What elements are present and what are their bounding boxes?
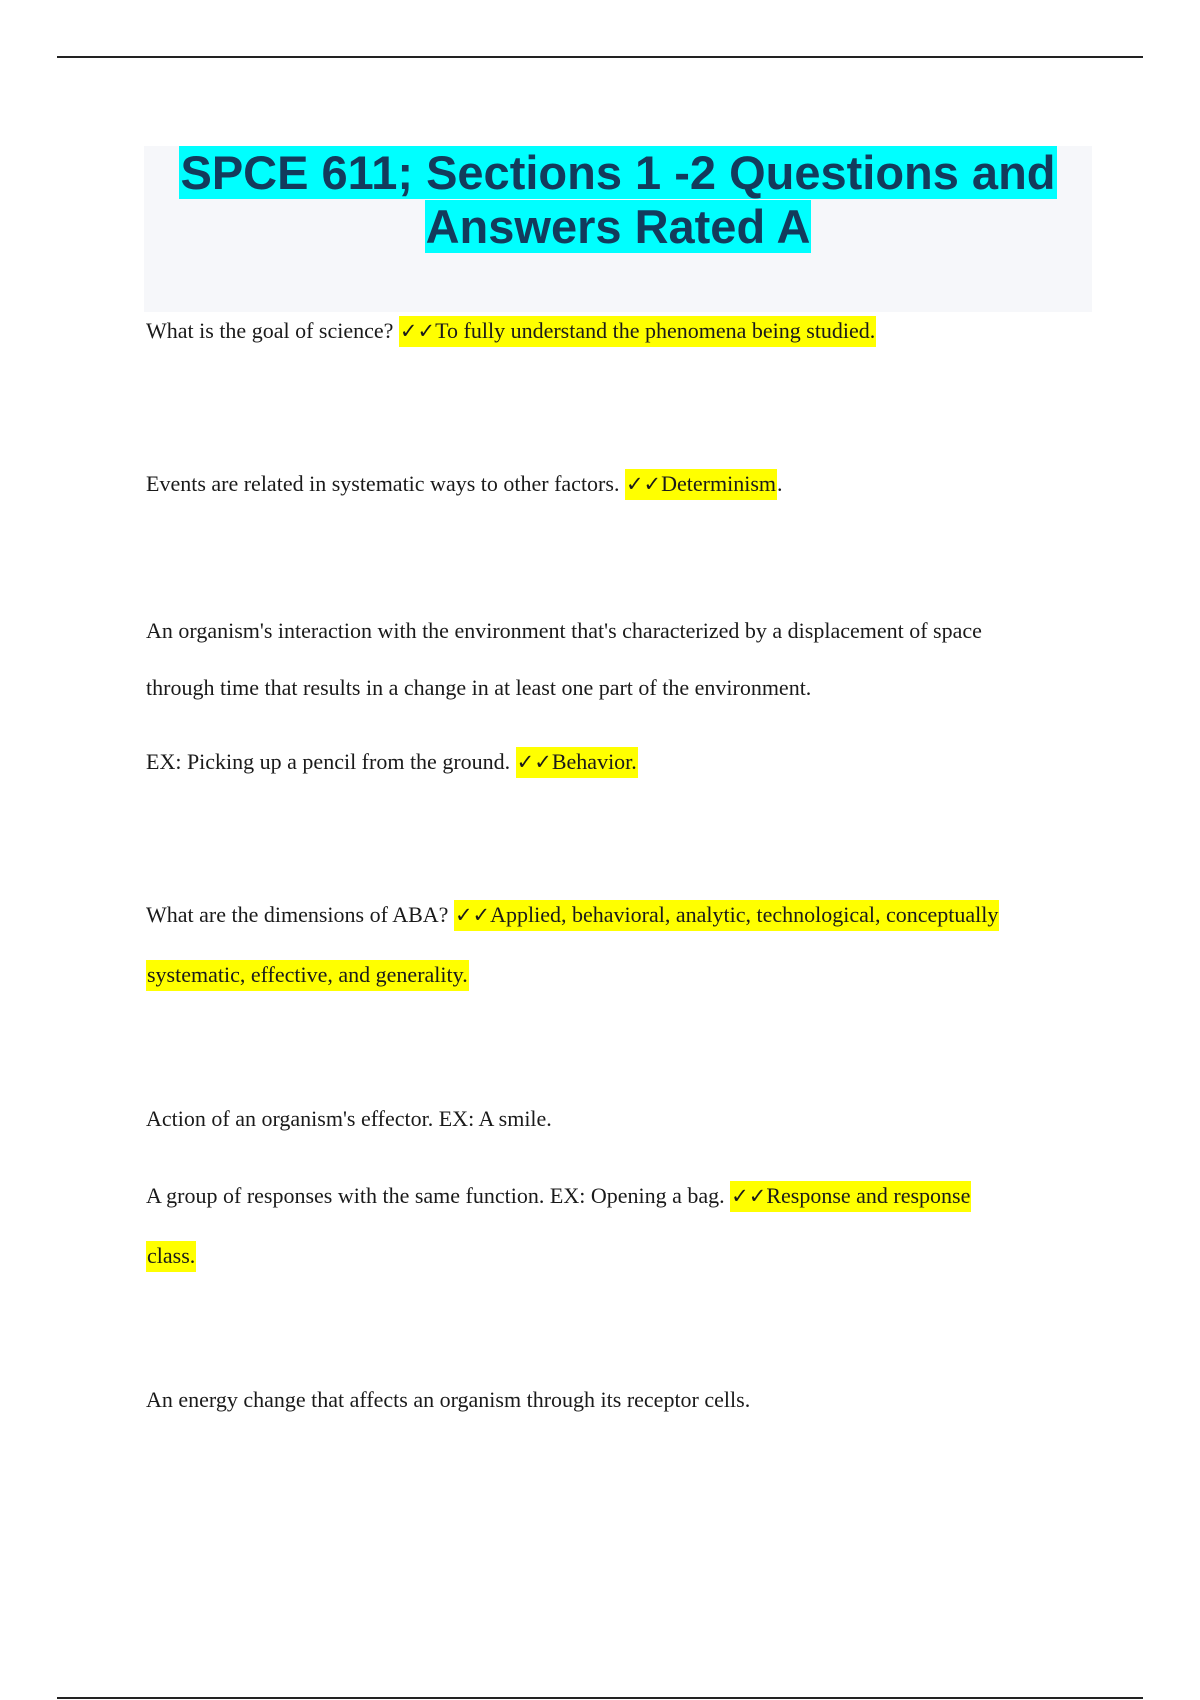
qa-item-3-line-2: through time that results in a change in at least one part of the environment. <box>146 675 812 700</box>
title-box <box>144 146 1092 312</box>
double-check-icon: ✓✓ <box>516 750 552 774</box>
qa-item-3-line-3 <box>146 749 1096 775</box>
answer-text: Determinism <box>661 471 777 496</box>
answer-text: class. <box>147 1243 196 1268</box>
double-check-icon: ✓✓ <box>399 319 436 343</box>
qa-item-5-line-2 <box>146 1183 1096 1209</box>
answer-highlight <box>399 316 876 347</box>
qa-item-6: An energy change that affects an organism through its receptor cells. <box>146 1387 751 1412</box>
answer-highlight <box>146 960 469 991</box>
question-text: EX: Picking up a pencil from the ground. <box>146 749 516 774</box>
answer-text: systematic, effective, and generality. <box>147 962 468 987</box>
qa-item-4-line-2 <box>146 962 1096 988</box>
document-title <box>144 146 1092 254</box>
answer-text: Applied, behavioral, analytic, technological, conceptually <box>490 902 999 927</box>
qa-item-3-line-1: An organism's interaction with the environment that's characterized by a displacement of space <box>146 618 982 643</box>
answer-highlight <box>625 469 777 500</box>
double-check-icon: ✓✓ <box>625 472 662 496</box>
answer-text: To fully understand the phenomena being studied. <box>435 318 876 343</box>
top-rule <box>57 56 1143 58</box>
qa-item-5-line-3 <box>146 1243 1096 1269</box>
answer-trailing-period: . <box>777 471 783 496</box>
double-check-icon: ✓✓ <box>731 1184 767 1208</box>
question-text: Events are related in systematic ways to other factors. <box>146 471 625 496</box>
answer-highlight <box>516 747 638 778</box>
answer-highlight <box>454 900 999 931</box>
answer-text: Response and response <box>766 1183 971 1208</box>
qa-item-1 <box>146 318 1096 344</box>
qa-item-2 <box>146 471 1096 497</box>
qa-item-5-line-1: Action of an organism's effector. EX: A smile. <box>146 1106 552 1131</box>
question-text: What are the dimensions of ABA? <box>146 902 454 927</box>
answer-text: Behavior. <box>551 749 637 774</box>
answer-highlight <box>730 1181 971 1212</box>
qa-item-4-line-1 <box>146 902 1096 928</box>
question-text: A group of responses with the same function. EX: Opening a bag. <box>146 1183 731 1208</box>
answer-highlight <box>146 1241 196 1272</box>
bottom-rule <box>57 1697 1143 1699</box>
question-text: What is the goal of science? <box>146 318 399 343</box>
title-line-2: Answers Rated A <box>425 200 811 253</box>
title-line-1: SPCE 611; Sections 1 -2 Questions and <box>180 146 1056 199</box>
double-check-icon: ✓✓ <box>454 903 491 927</box>
